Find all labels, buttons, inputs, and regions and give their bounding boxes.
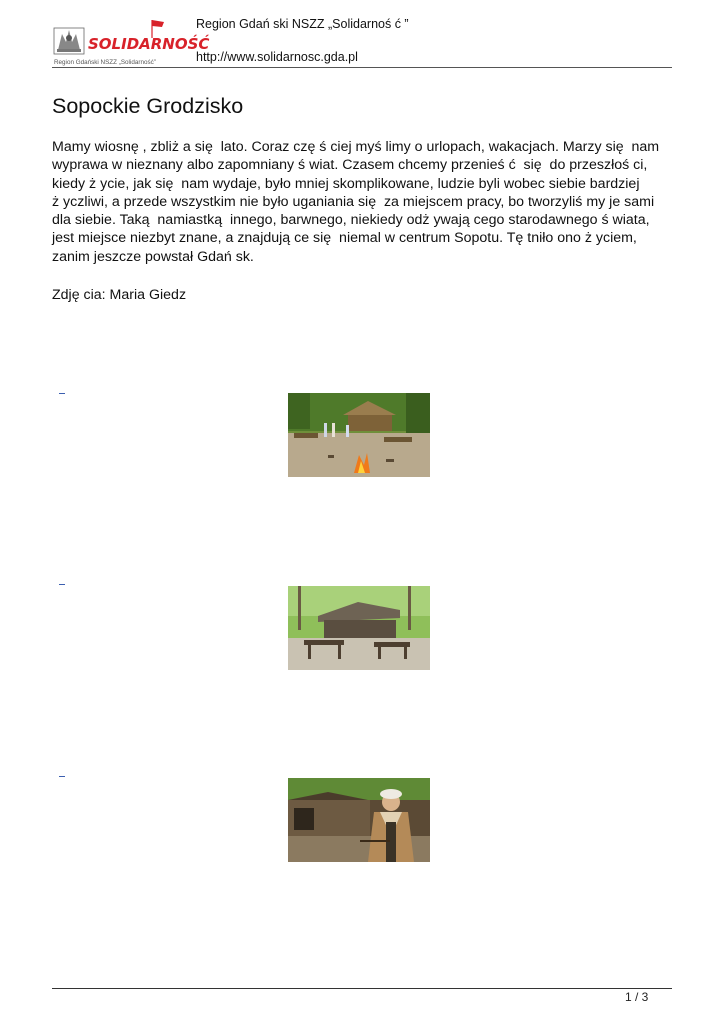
body-line: ż yczliwi, a przede wszystkim nie było uganiania się za miejscem pracy, bo tworzyliś my je sami (52, 193, 655, 210)
logo-wordmark: SOLIDARNOŚĆ (88, 35, 210, 53)
header-region-title: Region Gdań ski NSZZ „Solidarnoś ć ” (196, 17, 409, 31)
header-url-link[interactable]: http://www.solidarnosc.gda.pl (196, 50, 358, 64)
article-body (52, 138, 702, 266)
body-line: jest miejsce niezbyt znane, a znajdują ce się niemal w centrum Sopotu. Tę tniło ono ż yciem, (52, 230, 637, 247)
photo-link-marker[interactable] (59, 584, 65, 585)
header-divider (52, 67, 672, 68)
photo-shelter-benches[interactable] (288, 586, 430, 670)
photo-link-marker[interactable] (59, 393, 65, 394)
body-line: kiedy ż ycie, jak się nam wydaje, było mniej skomplikowane, ludzie byli wobec siebie bardziej (52, 175, 640, 192)
body-line: zanim jeszcze powstał Gdań sk. (52, 248, 254, 265)
body-line: wyprawa w nieznany albo zapomniany ś wiat. Czasem chcemy przenieś ć się do przeszłoś ci, (52, 157, 648, 174)
photo-costumed-person[interactable] (288, 778, 430, 862)
footer-divider (52, 988, 672, 989)
solidarnosc-logo (52, 18, 210, 68)
article-title: Sopockie Grodzisko (52, 94, 244, 118)
logo-subtext: Region Gdański NSZZ „Solidarność” (54, 59, 156, 66)
photo-campfire[interactable] (288, 393, 430, 477)
body-line: dla siebie. Taką namiastką innego, barwnego, niekiedy odż ywają cego starodawnego ś wiata, (52, 212, 650, 229)
body-line: Mamy wiosnę , zbliż a się lato. Coraz czę ś ciej myś limy o urlopach, wakacjach. Marzy się nam (52, 139, 660, 155)
photo-credit: Zdję cia: Maria Giedz (52, 287, 187, 303)
photo-link-marker[interactable] (59, 776, 65, 777)
page-number: 1 / 3 (625, 990, 649, 1004)
crest-icon (54, 28, 84, 54)
